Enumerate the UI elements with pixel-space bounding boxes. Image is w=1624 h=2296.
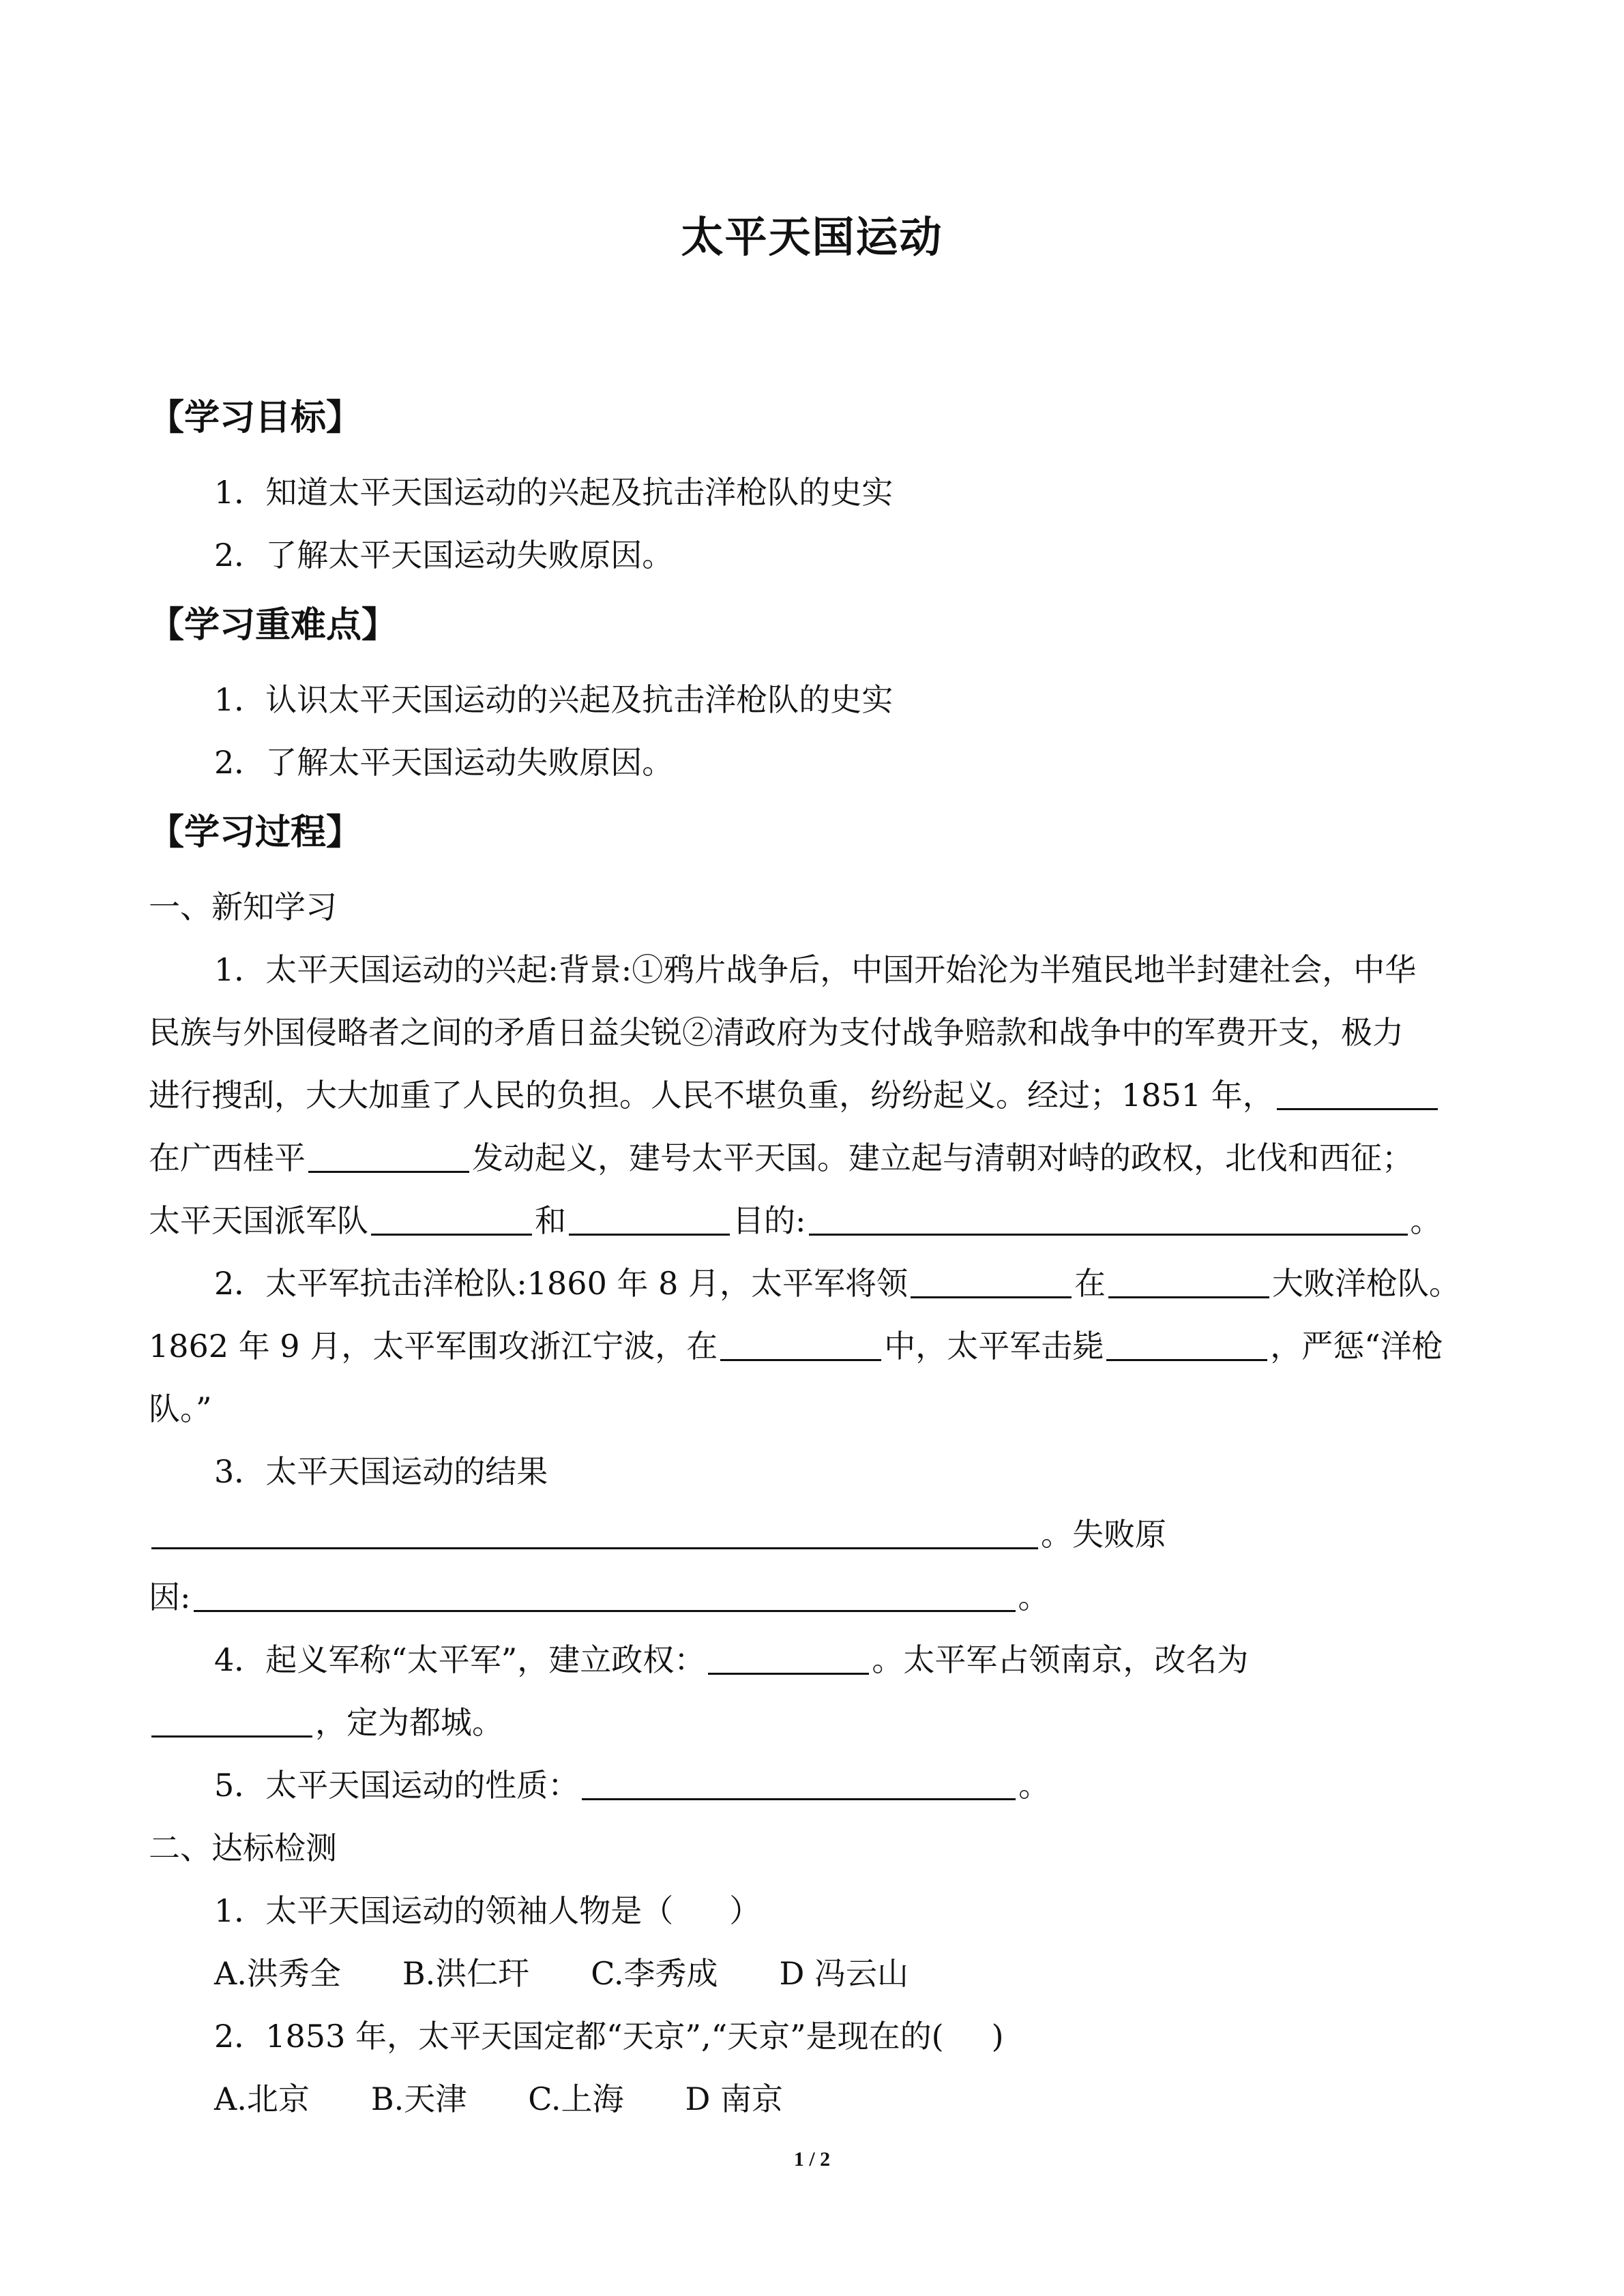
fill-blank[interactable] bbox=[308, 1138, 469, 1173]
goal-item-2: 2．了解太平天国运动失败原因。 bbox=[214, 537, 674, 573]
fill-blank[interactable] bbox=[151, 1515, 1038, 1549]
key-point-item-2: 2．了解太平天国运动失败原因。 bbox=[214, 744, 674, 781]
mc2-option-b[interactable]: B.天津 bbox=[370, 2081, 467, 2117]
q2-line-2-text-a: 1862 年 9 月，太平军围攻浙江宁波，在 bbox=[149, 1328, 718, 1365]
q3-line-3 bbox=[149, 1577, 1486, 1617]
q5-line bbox=[214, 1765, 1551, 1806]
q2-line-1 bbox=[214, 1263, 1551, 1304]
fill-blank[interactable] bbox=[569, 1201, 730, 1236]
q4-line-1-text-a: 4．起义军称“太平军”，建立政权： bbox=[214, 1641, 706, 1678]
q4-line-2 bbox=[149, 1702, 1486, 1743]
mc1-option-c[interactable]: C.李秀成 bbox=[591, 1955, 718, 1992]
part2-heading: 二、达标检测 bbox=[149, 1830, 337, 1866]
q2-line-2-text-c: ，严惩“洋枪 bbox=[1270, 1328, 1443, 1365]
mc2-option-a[interactable]: A.北京 bbox=[214, 2081, 310, 2117]
fill-blank[interactable] bbox=[809, 1201, 1408, 1236]
section-heading-goals: 【学习目标】 bbox=[149, 398, 362, 438]
q1-line-2: 民族与外国侵略者之间的矛盾日益尖锐②清政府为支付战争赔款和战争中的军费开支，极力 bbox=[149, 1014, 1404, 1051]
q1-line-4-text-b: 发动起义，建号太平天国。建立起与清朝对峙的政权，北伐和西征； bbox=[472, 1139, 1413, 1176]
q5-text-b: 。 bbox=[1018, 1767, 1050, 1804]
q3-line-2 bbox=[149, 1514, 1486, 1555]
goal-item-1: 1．知道太平天国运动的兴起及抗击洋枪队的史实 bbox=[214, 474, 894, 511]
section-heading-process: 【学习过程】 bbox=[149, 812, 362, 853]
q1-line-5-text-a: 太平天国派军队 bbox=[149, 1202, 368, 1239]
q2-line-1-text-c: 大败洋枪队。 bbox=[1271, 1265, 1460, 1302]
fill-blank[interactable] bbox=[151, 1703, 312, 1738]
fill-blank[interactable] bbox=[194, 1577, 1016, 1612]
q1-line-5-text-c: 目的: bbox=[733, 1202, 806, 1239]
q3-line-2-text: 。失败原 bbox=[1041, 1516, 1166, 1553]
q4-line-2-text: ，定为都城。 bbox=[315, 1704, 503, 1741]
fill-blank[interactable] bbox=[720, 1326, 881, 1361]
q2-line-2 bbox=[149, 1326, 1486, 1367]
q2-line-1-text-a: 2．太平军抗击洋枪队:1860 年 8 月，太平军将领 bbox=[214, 1265, 908, 1302]
q2-line-3: 队。” bbox=[149, 1390, 212, 1427]
q4-line-1-text-b: 。太平军占领南京，改名为 bbox=[872, 1641, 1249, 1678]
q3-line-3-text-a: 因: bbox=[149, 1579, 191, 1615]
section-heading-key-points: 【学习重难点】 bbox=[149, 605, 398, 646]
mc2-options bbox=[214, 2078, 1551, 2119]
mc2-option-c[interactable]: C.上海 bbox=[528, 2081, 624, 2117]
fill-blank[interactable] bbox=[371, 1201, 532, 1236]
mc1-options bbox=[214, 1953, 1551, 1994]
mc2-option-d[interactable]: D 南京 bbox=[685, 2081, 783, 2117]
q5-text-a: 5．太平天国运动的性质： bbox=[214, 1767, 580, 1804]
mc1-option-a[interactable]: A.洪秀全 bbox=[214, 1955, 341, 1992]
q3-line-3-text-b: 。 bbox=[1018, 1579, 1050, 1615]
part1-heading: 一、新知学习 bbox=[149, 889, 337, 925]
mc2-question bbox=[214, 2016, 1551, 2057]
q4-line-1 bbox=[214, 1639, 1551, 1680]
q2-line-1-text-b: 在 bbox=[1074, 1265, 1106, 1302]
q1-line-3 bbox=[149, 1075, 1486, 1116]
q1-line-4 bbox=[149, 1137, 1486, 1178]
mc2-question-text: 2．1853 年，太平天国定都“天京”,“天京”是现在的( bbox=[214, 2018, 944, 2055]
fill-blank[interactable] bbox=[1106, 1326, 1267, 1361]
q1-line-5 bbox=[149, 1200, 1486, 1241]
mc1-question bbox=[214, 1890, 1551, 1931]
fill-blank[interactable] bbox=[1277, 1075, 1438, 1110]
q1-line-5-text-b: 和 bbox=[535, 1202, 566, 1239]
fill-blank[interactable] bbox=[1108, 1264, 1269, 1298]
q1-line-3-text: 进行搜刮，大大加重了人民的负担。人民不堪负重，纷纷起义。经过；1851 年， bbox=[149, 1077, 1274, 1114]
q1-line-4-text-a: 在广西桂平 bbox=[149, 1139, 306, 1176]
q2-line-2-text-b: 中，太平军击毙 bbox=[884, 1328, 1104, 1365]
q3-line-1: 3．太平天国运动的结果 bbox=[214, 1453, 548, 1490]
key-point-item-1: 1．认识太平天国运动的兴起及抗击洋枪队的史实 bbox=[214, 681, 894, 718]
mc2-question-close: ) bbox=[991, 2018, 1004, 2055]
mc1-question-close: ） bbox=[729, 1892, 761, 1929]
fill-blank[interactable] bbox=[708, 1640, 869, 1675]
page-number: 1 / 2 bbox=[793, 2148, 831, 2171]
q1-line-1: 1．太平天国运动的兴起:背景:①鸦片战争后，中国开始沦为半殖民地半封建社会，中华 bbox=[214, 951, 1417, 988]
fill-blank[interactable] bbox=[911, 1264, 1072, 1298]
mc1-question-text: 1．太平天国运动的领袖人物是（ bbox=[214, 1892, 674, 1929]
q1-line-5-text-d: 。 bbox=[1410, 1202, 1442, 1239]
mc1-option-d[interactable]: D 冯云山 bbox=[779, 1955, 909, 1992]
page-title: 太平天国运动 bbox=[681, 212, 943, 262]
fill-blank[interactable] bbox=[582, 1765, 1016, 1800]
mc1-option-b[interactable]: B.洪仁玕 bbox=[402, 1955, 530, 1992]
